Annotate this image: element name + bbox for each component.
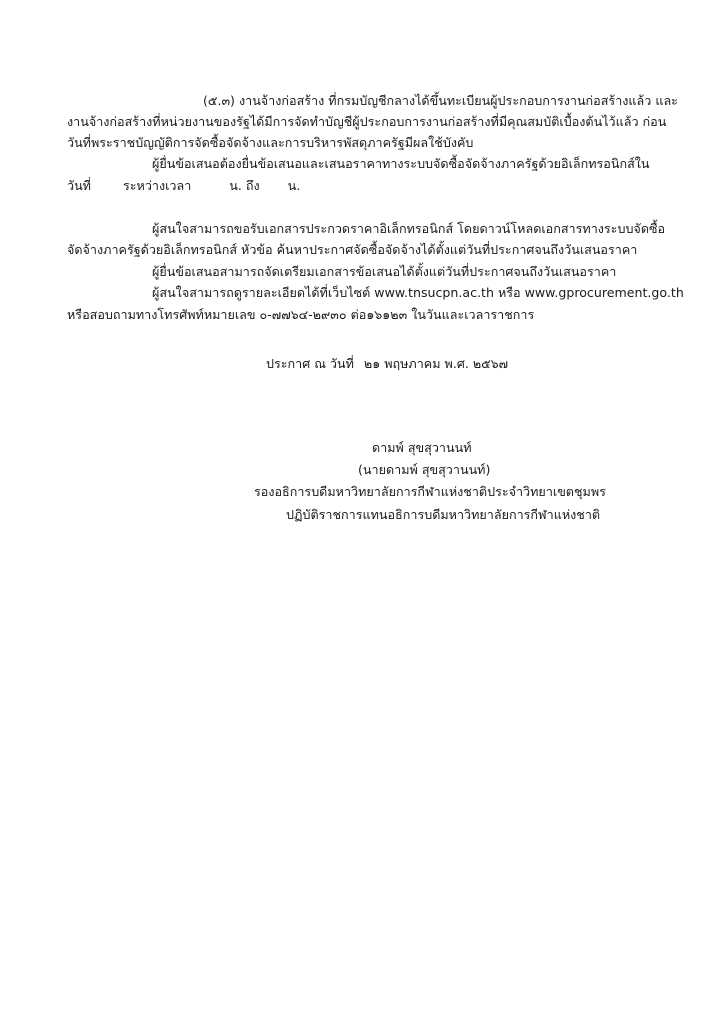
submission-line-1: ผู้ยื่นข้อเสนอต้องยื่นข้อเสนอและเสนอราคาทางระบบจัดซื้อจัดจ้างภาครัฐด้วยอิเล็กทรอนิกส์ใน (152, 156, 650, 171)
submission-time-from-unit: น. ถึง (229, 178, 260, 193)
submission-date-label: วันที่ (67, 178, 91, 193)
section-53-line-3: วันที่พระราชบัญญัติการจัดซื้อจัดจ้างและการบริหารพัสดุภาครัฐมีผลใช้บังคับ (67, 135, 474, 150)
info-line-2: จัดจ้างภาครัฐด้วยอิเล็กทรอนิกส์ หัวข้อ ค้นหาประกาศจัดซื้อจัดจ้างได้ตั้งแต่วันที่ประกาศจนถึงวันเสนอราคา (67, 242, 638, 257)
info-line-5: หรือสอบถามทางโทรศัพท์หมายเลข ๐-๗๗๖๔-๒๙๓๐ ต่อ๑๖๑๒๓ ในวันและเวลาราชการ (67, 307, 535, 322)
submission-line-2 (67, 177, 300, 195)
signature-position-1: รองอธิการบดีมหาวิทยาลัยการกีฬาแห่งชาติประจำวิทยาเขตชุมพร (254, 484, 606, 499)
announcement-label: ประกาศ ณ วันที่ (266, 356, 354, 371)
info-line-1: ผู้สนใจสามารถขอรับเอกสารประกวดราคาอิเล็กทรอนิกส์ โดยดาวน์โหลดเอกสารทางระบบจัดซื้อ (152, 221, 666, 236)
submission-time-to-unit: น. (287, 178, 301, 193)
submission-time-label: ระหว่างเวลา (122, 178, 192, 193)
signature-position-2: ปฏิบัติราชการแทนอธิการบดีมหาวิทยาลัยการกีฬาแห่งชาติ (286, 507, 601, 522)
signature-full-name: (นายดามพ์ สุขสุวานนท์) (358, 462, 491, 477)
info-line-4: ผู้สนใจสามารถดูรายละเอียดได้ที่เว็บไซต์ www.tnsucpn.ac.th หรือ www.gprocurement.go.th (152, 285, 684, 300)
signature-name: ดามพ์ สุขสุวานนท์ (372, 440, 472, 455)
section-53-line-1: (๕.๓) งานจ้างก่อสร้าง ที่กรมบัญชีกลางได้ขึ้นทะเบียนผู้ประกอบการงานก่อสร้างแล้ว และ (203, 93, 678, 108)
announcement-date-line (0, 355, 724, 373)
section-53-line-2: งานจ้างก่อสร้างที่หน่วยงานของรัฐได้มีการจัดทำบัญชีผู้ประกอบการงานก่อสร้างที่มีคุณสมบัติเบื้องต้นไว้แล้ว ก่อน (67, 114, 667, 129)
info-line-3: ผู้ยื่นข้อเสนอสามารถจัดเตรียมเอกสารข้อเสนอได้ตั้งแต่วันที่ประกาศจนถึงวันเสนอราคา (152, 264, 617, 279)
announcement-date: ๒๑ พฤษภาคม พ.ศ. ๒๕๖๗ (363, 356, 509, 371)
